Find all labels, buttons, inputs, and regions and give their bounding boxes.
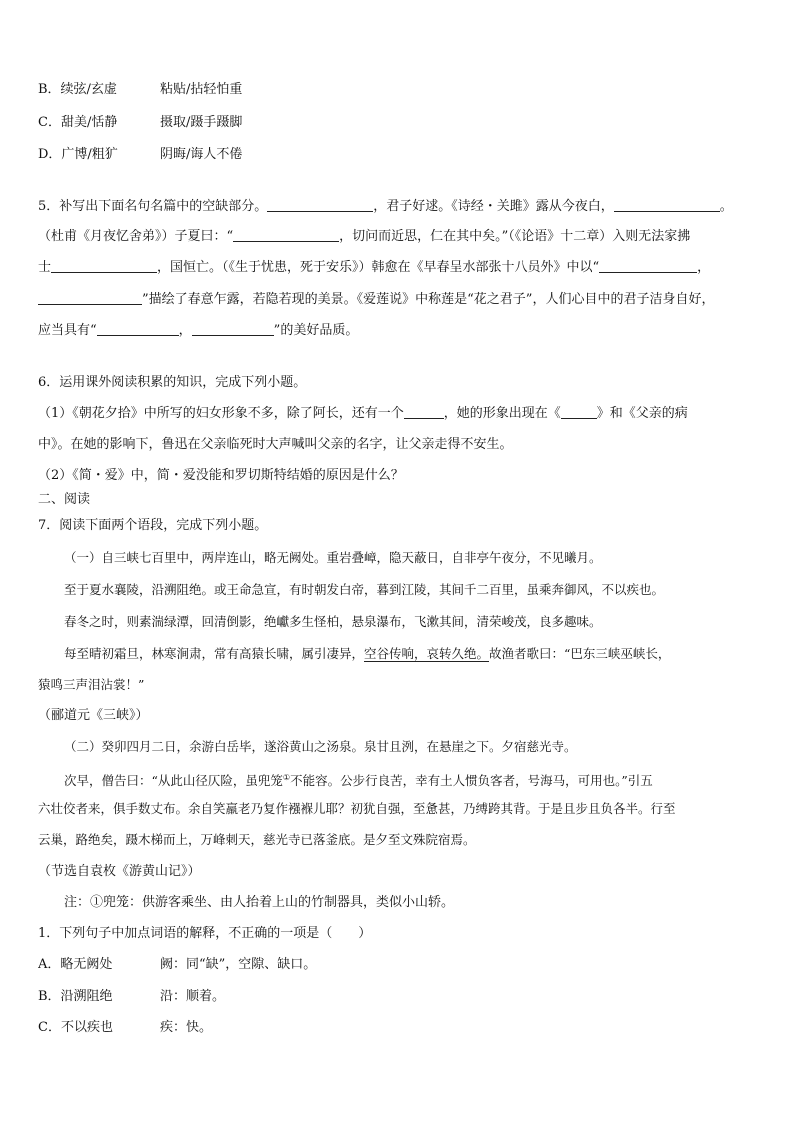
answer-blank[interactable] xyxy=(561,404,597,419)
passage-2-para-2-cont: 六壮佼者来，俱手数丈布。余自笑羸老乃复作襁褓儿耶？初犹自强，至惫甚，乃缚跨其背。于是且步且负各半。行至 xyxy=(38,801,676,816)
q5-line-4: ”描绘了春意乍露，若隐若现的美景。《爱莲说》中称莲是“花之君子”，人们心目中的君子洁身自好， xyxy=(38,290,760,310)
q5-line-2: （杜甫《月夜忆舍弟》）子夏曰：“ ，切问而近思，仁在其中矣。”（《论语》十二章）入则无法家拂 xyxy=(38,229,691,244)
answer-blank[interactable] xyxy=(233,227,339,242)
passage-2-para-2-end: 云巢，路绝矣，蹑木梯而上，万峰刺天，慈光寺已落釜底。是夕至文殊院宿焉。 xyxy=(38,832,476,847)
q5-line-3: 士 ，国恒亡。（《生于忧患，死于安乐》）韩愈在《早春呈水部张十八员外》中以“ ， xyxy=(38,260,711,275)
q6-sub-1: （1）《朝花夕拾》中所写的妇女形象不多，除了阿长，还有一个 ，她的形象出现在《 》和《父亲的病 xyxy=(38,406,688,421)
footnote: 注：①兜笼：供游客乘坐、由人抬着上山的竹制器具，类似小山轿。 xyxy=(64,895,455,910)
answer-blank[interactable] xyxy=(599,258,697,273)
q5-line-1: 5．补写出下面名句名篇中的空缺部分。 ，君子好逑。《诗经・关雎》露从今夜白， 。 xyxy=(38,199,733,214)
footnote-marker: ① xyxy=(282,773,291,782)
option-c: C．甜美/恬静 摄取/蹑手蹑脚 xyxy=(38,115,243,130)
underlined-sentence: 空谷传响，哀转久绝。 xyxy=(364,646,490,661)
answer-blank[interactable] xyxy=(267,197,373,212)
source-1: （郦道元《三峡》） xyxy=(38,708,149,723)
answer-blank[interactable] xyxy=(38,290,142,305)
answer-blank[interactable] xyxy=(614,197,720,212)
q1-option-a: A．略无阙处 阙：同“缺”，空隙、缺口。 xyxy=(38,957,317,972)
passage-1-para-1: （一）自三峡七百里中，两岸连山，略无阙处。重岩叠嶂，隐天蔽日，自非亭午夜分，不见曦月。 xyxy=(64,550,602,565)
answer-blank[interactable] xyxy=(192,321,274,336)
q6-title: 6．运用课外阅读积累的知识，完成下列小题。 xyxy=(38,375,307,390)
passage-2-para-1: （二）癸卯四月二日，余游白岳毕，遂浴黄山之汤泉。泉甘且洌，在悬崖之下。夕宿慈光寺。 xyxy=(64,739,577,754)
passage-1-para-2: 至于夏水襄陵，沿溯阻绝。或王命急宣，有时朝发白帝，暮到江陵，其间千二百里，虽乘奔御风，不以疾也。 xyxy=(64,582,665,597)
answer-blank[interactable] xyxy=(404,404,444,419)
q7-title: 7．阅读下面两个语段，完成下列小题。 xyxy=(38,518,268,533)
passage-1-para-4: 每至晴初霜旦，林寒涧肃，常有高猿长啸，属引凄异，空谷传响，哀转久绝。故渔者歌曰：“巴东三峡巫峡长， xyxy=(64,646,671,661)
q6-sub-1-cont: 中》。在她的影响下，鲁迅在父亲临死时大声喊叫父亲的名字，让父亲走得不安生。 xyxy=(38,437,513,452)
question-1-title: 1．下列句子中加点词语的解释，不正确的一项是（ ） xyxy=(38,926,372,941)
passage-1-para-4-cont: 猿鸣三声泪沾裳！” xyxy=(38,677,145,692)
q1-option-b: B．沿溯阻绝 沿：顺着。 xyxy=(38,989,226,1004)
q6-sub-2: （2）《简・爱》中，简・爱没能和罗切斯特结婚的原因是什么？ xyxy=(38,468,404,483)
section-heading: 二、阅读 xyxy=(38,492,91,507)
q1-option-c: C．不以疾也 疾：快。 xyxy=(38,1020,213,1035)
option-b: B．续弦/玄虚 粘贴/拈轻怕重 xyxy=(38,82,243,97)
passage-1-para-3: 春冬之时，则素湍绿潭，回清倒影，绝巘多生怪柏，悬泉瀑布，飞漱其间，清荣峻茂，良多趣味。 xyxy=(64,614,602,629)
passage-2-para-2: 次早，僧告曰：“从此山径仄险，虽兜笼①不能容。公步行良苦，幸有土人惯负客者，号海马，可用也。”引五 xyxy=(64,773,653,789)
source-2: （节选自袁枚《游黄山记》） xyxy=(38,864,201,879)
option-d: D．广博/粗犷 阴晦/诲人不倦 xyxy=(38,147,243,162)
q5-line-5: 应当具有“ ， ”的美好品质。 xyxy=(38,323,359,338)
answer-blank[interactable] xyxy=(51,258,157,273)
answer-blank[interactable] xyxy=(97,321,179,336)
